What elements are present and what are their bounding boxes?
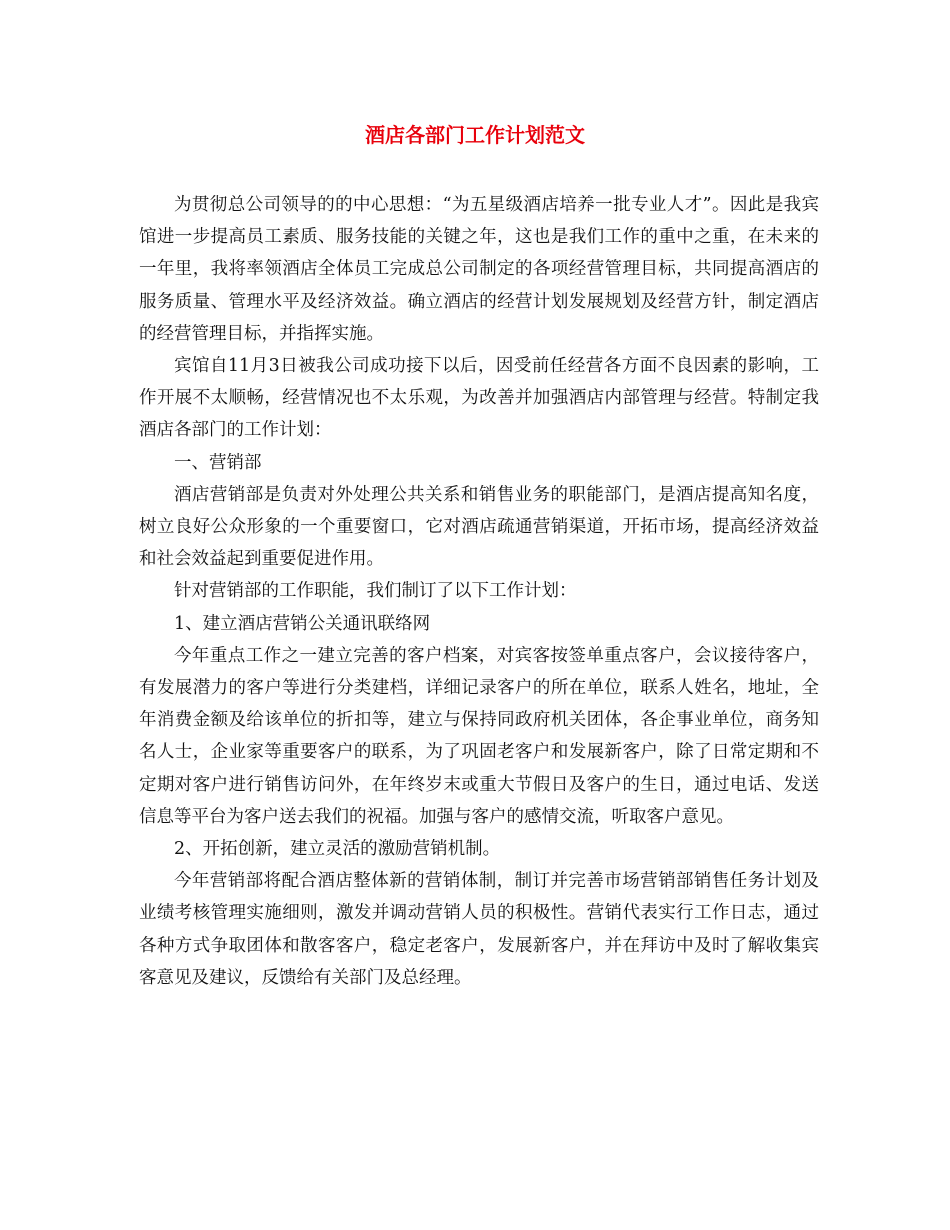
document-title: 酒店各部门工作计划范文	[365, 123, 585, 147]
document-body	[139, 189, 819, 994]
section-heading-marketing: 一、营销部	[174, 452, 262, 473]
paragraph-intro: 为贯彻总公司领导的的中心思想：“为五星级酒店培养一批专业人才”。因此是我宾馆进一步提高员工素质、服务技能的关键之年，这也是我们工作的重中之重，在未来的一年里，我将率领酒店全体员工完成总公司制定的各项经营管理目标，共同提高酒店的服务质量、管理水平及经济效益。确立酒店的经营计划发展规划及经营方针，制定酒店的经营管理目标，并指挥实施。	[139, 195, 819, 344]
paragraph-marketing-role: 酒店营销部是负责对外处理公共关系和销售业务的职能部门，是酒店提高知名度，树立良好公众形象的一个重要窗口，它对酒店疏通营销渠道，开拓市场，提高经济效益和社会效益起到重要促进作用。	[139, 484, 819, 570]
subheading-incentive: 2、开拓创新，建立灵活的激励营销机制。	[174, 839, 501, 860]
paragraph-background: 宾馆自11月3日被我公司成功接下以后，因受前任经营各方面不良因素的影响，工作开展不太顺畅，经营情况也不太乐观，为改善并加强酒店内部管理与经营。特制定我酒店各部门的工作计划：	[139, 356, 819, 441]
subheading-network: 1、建立酒店营销公关通讯联络网	[174, 613, 431, 634]
paragraph-sales-system: 今年营销部将配合酒店整体新的营销体制，制订并完善市场营销部销售任务计划及业绩考核管理实施细则，激发并调动营销人员的积极性。营销代表实行工作日志，通过各种方式争取团体和散客客户，稳定老客户，发展新客户，并在拜访中及时了解收集宾客意见及建议，反馈给有关部门及总经理。	[139, 871, 819, 988]
paragraph-plan-intro: 针对营销部的工作职能，我们制订了以下工作计划：	[174, 581, 577, 602]
paragraph-customer-files: 今年重点工作之一建立完善的客户档案，对宾客按签单重点客户，会议接待客户，有发展潜力的客户等进行分类建档，详细记录客户的所在单位，联系人姓名，地址，全年消费金额及给该单位的折扣等，建立与保持同政府机关团体，各企事业单位，商务知名人士，企业家等重要客户的联系，为了巩固老客户和发展新客户，除了日常定期和不定期对客户进行销售访问外，在年终岁末或重大节假日及客户的生日，通过电话、发送信息等平台为客户送去我们的祝福。加强与客户的感情交流，听取客户意见。	[139, 645, 819, 827]
